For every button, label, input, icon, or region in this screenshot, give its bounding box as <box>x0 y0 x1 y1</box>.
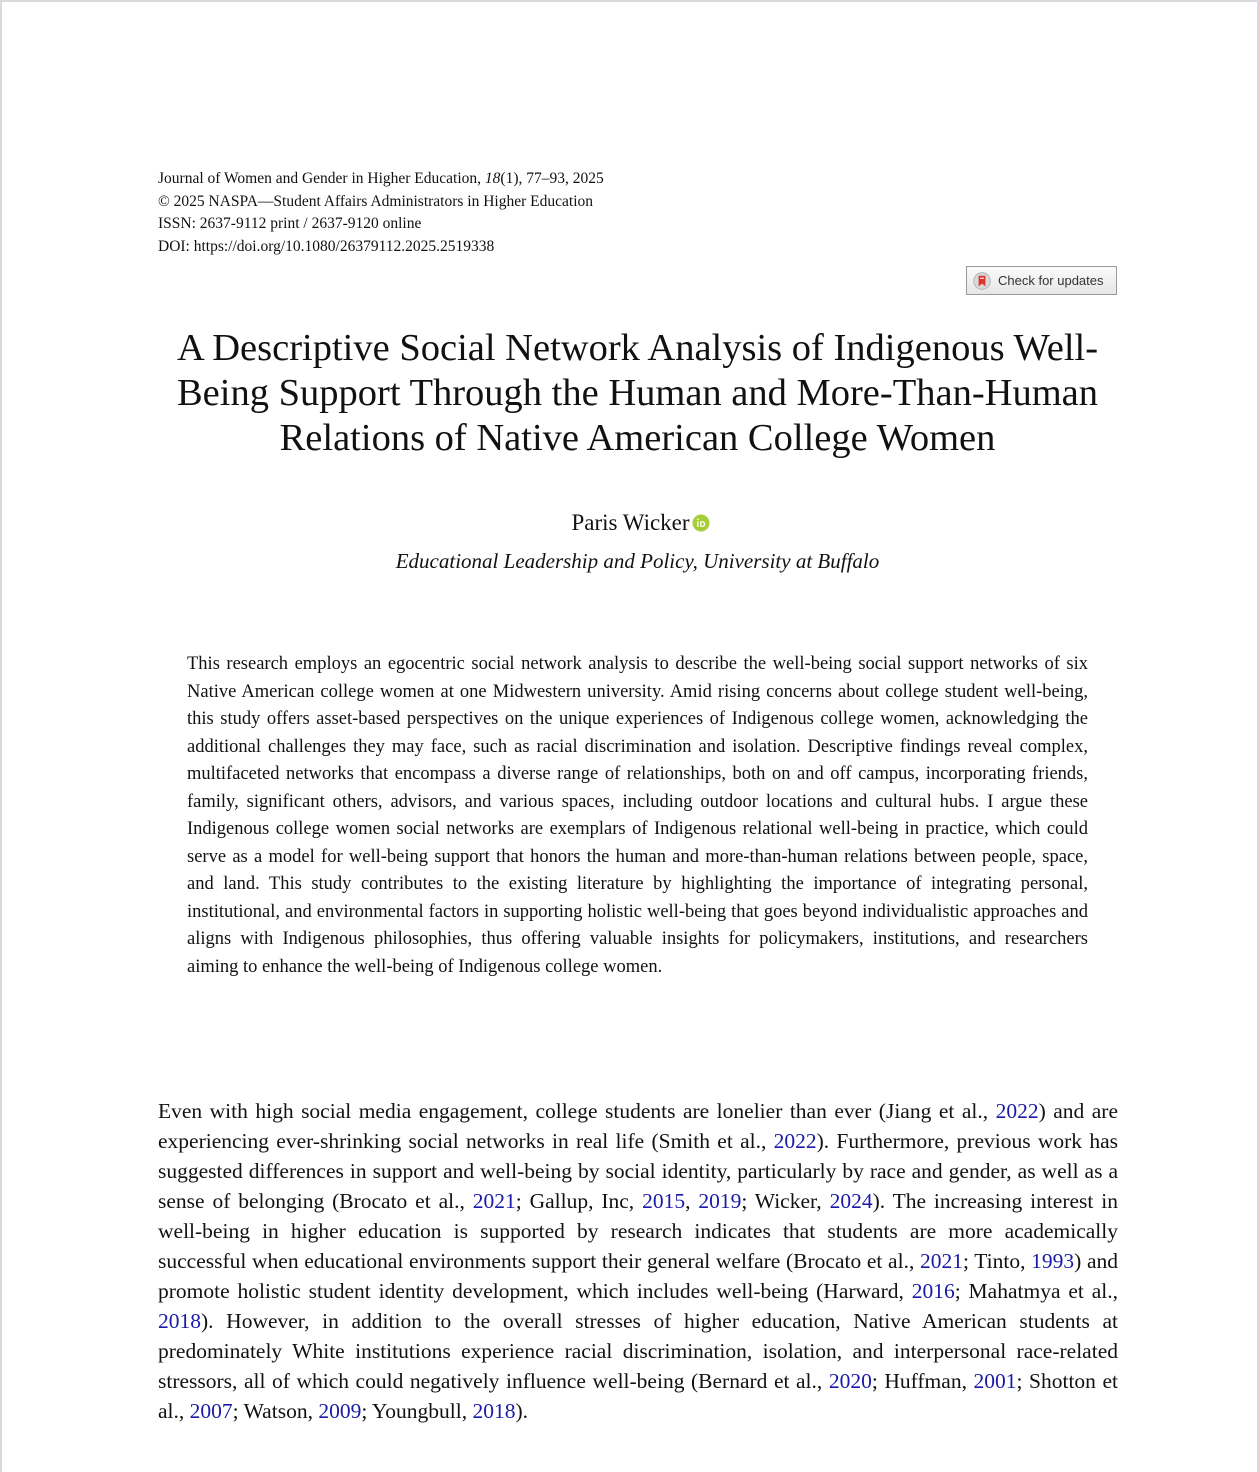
body-text-run: ; Shotton et al., <box>158 1369 1118 1423</box>
body-paragraph <box>158 1096 1118 1426</box>
citation-year-link[interactable]: 2015 <box>642 1189 686 1213</box>
citation-year-link[interactable]: 2020 <box>828 1369 872 1393</box>
citation-year-link[interactable]: 2022 <box>995 1099 1039 1123</box>
page-border-left <box>0 0 2 1472</box>
page-border-top <box>0 0 1259 2</box>
journal-issue-pages: (1), 77–93, 2025 <box>500 170 604 187</box>
citation-year-link[interactable]: 2024 <box>829 1189 873 1213</box>
journal-volume: 18 <box>484 170 501 187</box>
citation-year-link[interactable]: 2021 <box>920 1249 963 1273</box>
body-text-run: ; Gallup, Inc, <box>515 1189 643 1213</box>
citation-year-link[interactable]: 2016 <box>911 1279 955 1303</box>
check-for-updates-icon <box>973 272 991 290</box>
body-text-run: ; Youngbull, <box>361 1399 473 1423</box>
check-for-updates-label: Check for updates <box>998 273 1104 288</box>
article-title: A Descriptive Social Network Analysis of Indigenous Well-Being Support Through the Human and More-Than-Human Relations of Native American College Women <box>176 327 1099 459</box>
body-text-run: ). The increasing interest in well-being in higher education is supported by research indicates that students are more academically successful when educational environments support their general welfare (Brocato et al., <box>158 1189 1118 1273</box>
body-text-run: ). <box>515 1399 528 1423</box>
body-text-run: ). Furthermore, previous work has suggested differences in support and well-being by social identity, particularly by race and gender, as well as a sense of belonging (Brocato et al., <box>158 1129 1118 1213</box>
body-text-run: ) and promote holistic student identity development, which includes well-being (Harward, <box>158 1249 1118 1303</box>
body-text-run: ) and are experiencing ever-shrinking social networks in real life (Smith et al., <box>158 1099 1119 1153</box>
citation-year-link[interactable]: 2001 <box>973 1369 1017 1393</box>
doi-line: DOI: https://doi.org/10.1080/26379112.2025.2519338 <box>158 237 495 255</box>
body-text-run: , <box>685 1189 699 1213</box>
journal-citation-block <box>158 168 604 258</box>
author-line <box>0 508 1259 538</box>
citation-year-link[interactable]: 2018 <box>158 1309 201 1333</box>
body-text-run: ). However, in addition to the overall stresses of higher education, Native American students at predominately White institutions experience racial discrimination, isolation, and interpersonal race-related stressors, all of which could negatively influence well-being (Bernard et al., <box>158 1309 1118 1393</box>
body-text-run: Even with high social media engagement, college students are lonelier than ever (Jiang et al., <box>158 1099 996 1123</box>
citation-year-link[interactable]: 2022 <box>773 1129 817 1153</box>
citation-year-link[interactable]: 2009 <box>318 1399 362 1423</box>
journal-line <box>158 168 604 191</box>
author-name[interactable]: Paris Wicker <box>571 510 690 535</box>
check-for-updates-button[interactable] <box>966 266 1117 295</box>
orcid-icon[interactable] <box>692 514 710 532</box>
copyright-line: © 2025 NASPA—Student Affairs Administrators in Higher Education <box>158 192 593 210</box>
citation-year-link[interactable]: 1993 <box>1031 1249 1075 1273</box>
body-text-run: ; Tinto, <box>963 1249 1032 1273</box>
issn-line: ISSN: 2637-9112 print / 2637-9120 online <box>158 215 422 232</box>
body-text-run: ; Mahatmya et al., <box>954 1279 1118 1303</box>
abstract: This research employs an egocentric social network analysis to describe the well-being social support networks of six Native American college women at one Midwestern university. Amid rising concerns about college student well-being, this study offers asset-based perspectives on the unique experiences of Indigenous college women, acknowledging the additional challenges they may face, such as racial discrimination and isolation. Descriptive findings reveal complex, multifaceted networks that encompass a diverse range of relationships, both on and off campus, incorporating friends, family, significant others, advisors, and various spaces, including outdoor locations and cultural hubs. I argue these Indigenous college women social networks are exemplars of Indigenous relational well-being in practice, which could serve as a model for well-being support that honors the human and more-than-human relations between people, space, and land. This study contributes to the existing literature by highlighting the importance of integrating personal, institutional, and environmental factors in supporting holistic well-being that goes beyond individualistic approaches and aligns with Indigenous philosophies, thus offering valuable insights for policymakers, institutions, and researchers aiming to enhance the well-being of Indigenous college women. <box>187 654 1088 977</box>
citation-year-link[interactable]: 2019 <box>698 1189 742 1213</box>
body-text-run: ; Huffman, <box>871 1369 974 1393</box>
journal-name: Journal of Women and Gender in Higher Education, <box>158 170 485 187</box>
body-text-run: ; Watson, <box>232 1399 319 1423</box>
citation-year-link[interactable]: 2018 <box>472 1399 516 1423</box>
citation-year-link[interactable]: 2007 <box>189 1399 233 1423</box>
author-affiliation: Educational Leadership and Policy, University at Buffalo <box>395 549 880 573</box>
citation-year-link[interactable]: 2021 <box>472 1189 516 1213</box>
body-text-run: ; Wicker, <box>741 1189 830 1213</box>
